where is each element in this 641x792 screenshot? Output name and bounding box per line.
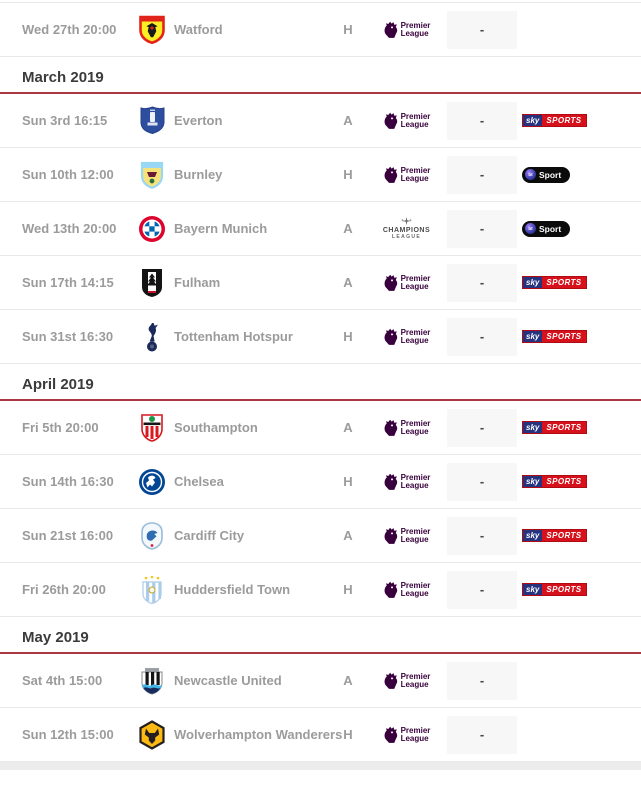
fixture-date-time: Sun 31st 16:30 <box>22 329 114 344</box>
team-name: Wolverhampton Wanderers <box>174 727 343 742</box>
bt-sport-label: Sport <box>539 169 562 180</box>
sky-sports-sky-label: sky <box>523 277 542 288</box>
fixture-date-time: Fri 5th 20:00 <box>22 420 99 435</box>
month-header <box>0 617 641 654</box>
score-placeholder: - <box>479 582 485 597</box>
fixture-date-time: Sun 14th 16:30 <box>22 474 114 489</box>
score-placeholder: - <box>479 275 485 290</box>
tv-channel <box>522 475 612 488</box>
watford-badge-icon <box>138 14 166 45</box>
premier-league-lion-icon <box>383 527 398 545</box>
sky-sports-sports-label: SPORTS <box>542 277 585 288</box>
footer-strip <box>0 762 641 770</box>
competition-logo <box>366 527 447 545</box>
bt-sport-label: Sport <box>539 223 562 234</box>
home-away-indicator: H <box>343 167 353 182</box>
newcastle-badge-icon <box>139 666 165 696</box>
premier-league-label: Premier League <box>400 418 431 436</box>
fixture-row[interactable] <box>0 401 641 455</box>
huddersfield-badge-icon <box>139 575 165 605</box>
fixture-row[interactable] <box>0 256 641 310</box>
score-placeholder: - <box>479 167 485 182</box>
premier-league-lion-icon <box>383 21 398 39</box>
fixture-date-time: Sun 10th 12:00 <box>22 167 114 182</box>
fixture-date-time: Sun 12th 15:00 <box>22 727 114 742</box>
competition-logo <box>366 419 447 437</box>
bt-roundel-icon: bt <box>525 223 536 234</box>
score-box <box>447 463 517 501</box>
team-name: Cardiff City <box>174 528 245 543</box>
fixture-date-time: Sun 3rd 16:15 <box>22 113 108 128</box>
premier-league-label: Premier League <box>400 273 431 291</box>
home-away-indicator: H <box>343 329 353 344</box>
bayern-munich-badge <box>130 215 174 243</box>
home-away-indicator: H <box>343 22 353 37</box>
premier-league-logo <box>383 581 431 599</box>
fixture-date-time: Wed 13th 20:00 <box>22 221 117 236</box>
fulham-badge-icon <box>140 268 164 298</box>
premier-league-logo <box>383 328 431 346</box>
premier-league-logo <box>383 527 431 545</box>
fixture-date-time: Fri 26th 20:00 <box>22 582 106 597</box>
tv-channel <box>522 114 612 127</box>
sky-sports-sky-label: sky <box>523 530 542 541</box>
newcastle-badge <box>130 666 174 696</box>
champions-league-label-line2: LEAGUE <box>391 234 422 240</box>
tottenham-badge-icon <box>141 322 163 352</box>
competition-logo <box>366 473 447 491</box>
tv-channel <box>522 276 612 289</box>
premier-league-label: Premier League <box>400 111 431 129</box>
premier-league-label: Premier League <box>400 20 431 38</box>
bayern-munich-badge-icon <box>138 215 166 243</box>
competition-logo <box>366 217 447 240</box>
sky-sports-logo <box>522 276 587 289</box>
premier-league-lion-icon <box>383 473 398 491</box>
fixture-row[interactable] <box>0 563 641 617</box>
premier-league-label: Premier League <box>400 580 431 598</box>
bt-sport-logo <box>522 167 570 183</box>
score-placeholder: - <box>479 727 485 742</box>
home-away-indicator: H <box>343 474 353 489</box>
tv-channel <box>522 421 612 434</box>
burnley-badge <box>130 160 174 190</box>
home-away-indicator: A <box>343 528 353 543</box>
score-box <box>447 409 517 447</box>
team-name: Fulham <box>174 275 221 290</box>
tv-channel <box>522 330 612 343</box>
premier-league-label: Premier League <box>400 327 431 345</box>
cardiff-badge-icon <box>139 521 165 551</box>
uefa-starball-icon <box>400 217 413 226</box>
fixtures-list <box>0 3 641 762</box>
team-name: Tottenham Hotspur <box>174 329 293 344</box>
month-label: May 2019 <box>22 629 89 646</box>
fixture-row[interactable] <box>0 202 641 256</box>
score-box <box>447 716 517 754</box>
champions-league-logo <box>383 217 430 240</box>
home-away-indicator: A <box>343 113 353 128</box>
fulham-badge <box>130 268 174 298</box>
home-away-indicator: A <box>343 275 353 290</box>
champions-league-label-line1: CHAMPIONS <box>382 227 431 234</box>
premier-league-label: Premier League <box>400 725 431 743</box>
home-away-indicator: A <box>343 673 353 688</box>
premier-league-label: Premier League <box>400 526 431 544</box>
competition-logo <box>366 328 447 346</box>
premier-league-lion-icon <box>383 166 398 184</box>
fixture-date-time: Sun 21st 16:00 <box>22 528 114 543</box>
tv-channel <box>522 529 612 542</box>
home-away-indicator: H <box>343 582 353 597</box>
home-away-indicator: H <box>343 727 353 742</box>
watford-badge <box>130 14 174 45</box>
fixture-row[interactable] <box>0 148 641 202</box>
score-box <box>447 264 517 302</box>
tv-channel <box>522 167 612 183</box>
premier-league-lion-icon <box>383 581 398 599</box>
score-box <box>447 156 517 194</box>
team-name: Huddersfield Town <box>174 582 291 597</box>
fixture-row[interactable] <box>0 455 641 509</box>
month-header <box>0 57 641 94</box>
sky-sports-sports-label: SPORTS <box>542 115 585 126</box>
competition-logo <box>366 672 447 690</box>
premier-league-label: Premier League <box>400 472 431 490</box>
sky-sports-sports-label: SPORTS <box>542 530 585 541</box>
month-label: March 2019 <box>22 69 104 86</box>
premier-league-logo <box>383 672 431 690</box>
competition-logo <box>366 112 447 130</box>
premier-league-lion-icon <box>383 672 398 690</box>
fixture-row[interactable] <box>0 3 641 57</box>
fixture-date-time: Wed 27th 20:00 <box>22 22 117 37</box>
sky-sports-logo <box>522 114 587 127</box>
premier-league-logo <box>383 112 431 130</box>
score-box <box>447 102 517 140</box>
fixture-row[interactable] <box>0 654 641 708</box>
team-name: Everton <box>174 113 223 128</box>
sky-sports-logo <box>522 529 587 542</box>
score-placeholder: - <box>479 113 485 128</box>
fixture-date-time: Sun 17th 14:15 <box>22 275 114 290</box>
premier-league-logo <box>383 726 431 744</box>
score-box <box>447 662 517 700</box>
sky-sports-sports-label: SPORTS <box>542 422 585 433</box>
score-placeholder: - <box>479 528 485 543</box>
fixture-row[interactable] <box>0 310 641 364</box>
score-placeholder: - <box>479 474 485 489</box>
score-box <box>447 11 517 49</box>
team-name: Southampton <box>174 420 258 435</box>
bt-sport-logo <box>522 221 570 237</box>
sky-sports-sports-label: SPORTS <box>542 476 585 487</box>
sky-sports-sports-label: SPORTS <box>542 584 585 595</box>
competition-logo <box>366 21 447 39</box>
sky-sports-sports-label: SPORTS <box>542 331 585 342</box>
team-name: Watford <box>174 22 223 37</box>
huddersfield-badge <box>130 575 174 605</box>
team-name: Burnley <box>174 167 223 182</box>
sky-sports-logo <box>522 475 587 488</box>
sky-sports-logo <box>522 421 587 434</box>
southampton-badge-icon <box>139 413 165 443</box>
home-away-indicator: A <box>343 420 353 435</box>
everton-badge <box>130 106 174 135</box>
chelsea-badge <box>130 468 174 496</box>
fixture-row[interactable] <box>0 708 641 762</box>
month-header <box>0 364 641 401</box>
premier-league-logo <box>383 473 431 491</box>
fixture-row[interactable] <box>0 509 641 563</box>
competition-logo <box>366 166 447 184</box>
premier-league-lion-icon <box>383 726 398 744</box>
home-away-indicator: A <box>343 221 353 236</box>
score-box <box>447 571 517 609</box>
bt-roundel-icon: bt <box>525 169 536 180</box>
premier-league-logo <box>383 274 431 292</box>
score-placeholder: - <box>479 22 485 37</box>
southampton-badge <box>130 413 174 443</box>
sky-sports-sky-label: sky <box>523 331 542 342</box>
team-name: Bayern Munich <box>174 221 268 236</box>
premier-league-lion-icon <box>383 274 398 292</box>
premier-league-lion-icon <box>383 328 398 346</box>
premier-league-logo <box>383 166 431 184</box>
everton-badge-icon <box>139 106 166 135</box>
premier-league-logo <box>383 21 431 39</box>
score-placeholder: - <box>479 329 485 344</box>
competition-logo <box>366 274 447 292</box>
premier-league-lion-icon <box>383 419 398 437</box>
score-box <box>447 318 517 356</box>
tottenham-badge <box>130 322 174 352</box>
competition-logo <box>366 726 447 744</box>
score-box <box>447 210 517 248</box>
team-name: Newcastle United <box>174 673 282 688</box>
cardiff-badge <box>130 521 174 551</box>
chelsea-badge-icon <box>138 468 166 496</box>
sky-sports-logo <box>522 583 587 596</box>
tv-channel <box>522 583 612 596</box>
sky-sports-sky-label: sky <box>523 584 542 595</box>
competition-logo <box>366 581 447 599</box>
sky-sports-sky-label: sky <box>523 422 542 433</box>
sky-sports-sky-label: sky <box>523 115 542 126</box>
fixture-date-time: Sat 4th 15:00 <box>22 673 103 688</box>
score-placeholder: - <box>479 673 485 688</box>
sky-sports-sky-label: sky <box>523 476 542 487</box>
team-name: Chelsea <box>174 474 224 489</box>
premier-league-label: Premier League <box>400 671 431 689</box>
score-placeholder: - <box>479 420 485 435</box>
score-placeholder: - <box>479 221 485 236</box>
premier-league-logo <box>383 419 431 437</box>
sky-sports-logo <box>522 330 587 343</box>
wolves-badge <box>130 720 174 750</box>
fixture-row[interactable] <box>0 94 641 148</box>
score-box <box>447 517 517 555</box>
premier-league-label: Premier League <box>400 165 431 183</box>
premier-league-lion-icon <box>383 112 398 130</box>
wolves-badge-icon <box>138 720 166 750</box>
burnley-badge-icon <box>139 160 165 190</box>
month-label: April 2019 <box>22 376 94 393</box>
tv-channel <box>522 221 612 237</box>
